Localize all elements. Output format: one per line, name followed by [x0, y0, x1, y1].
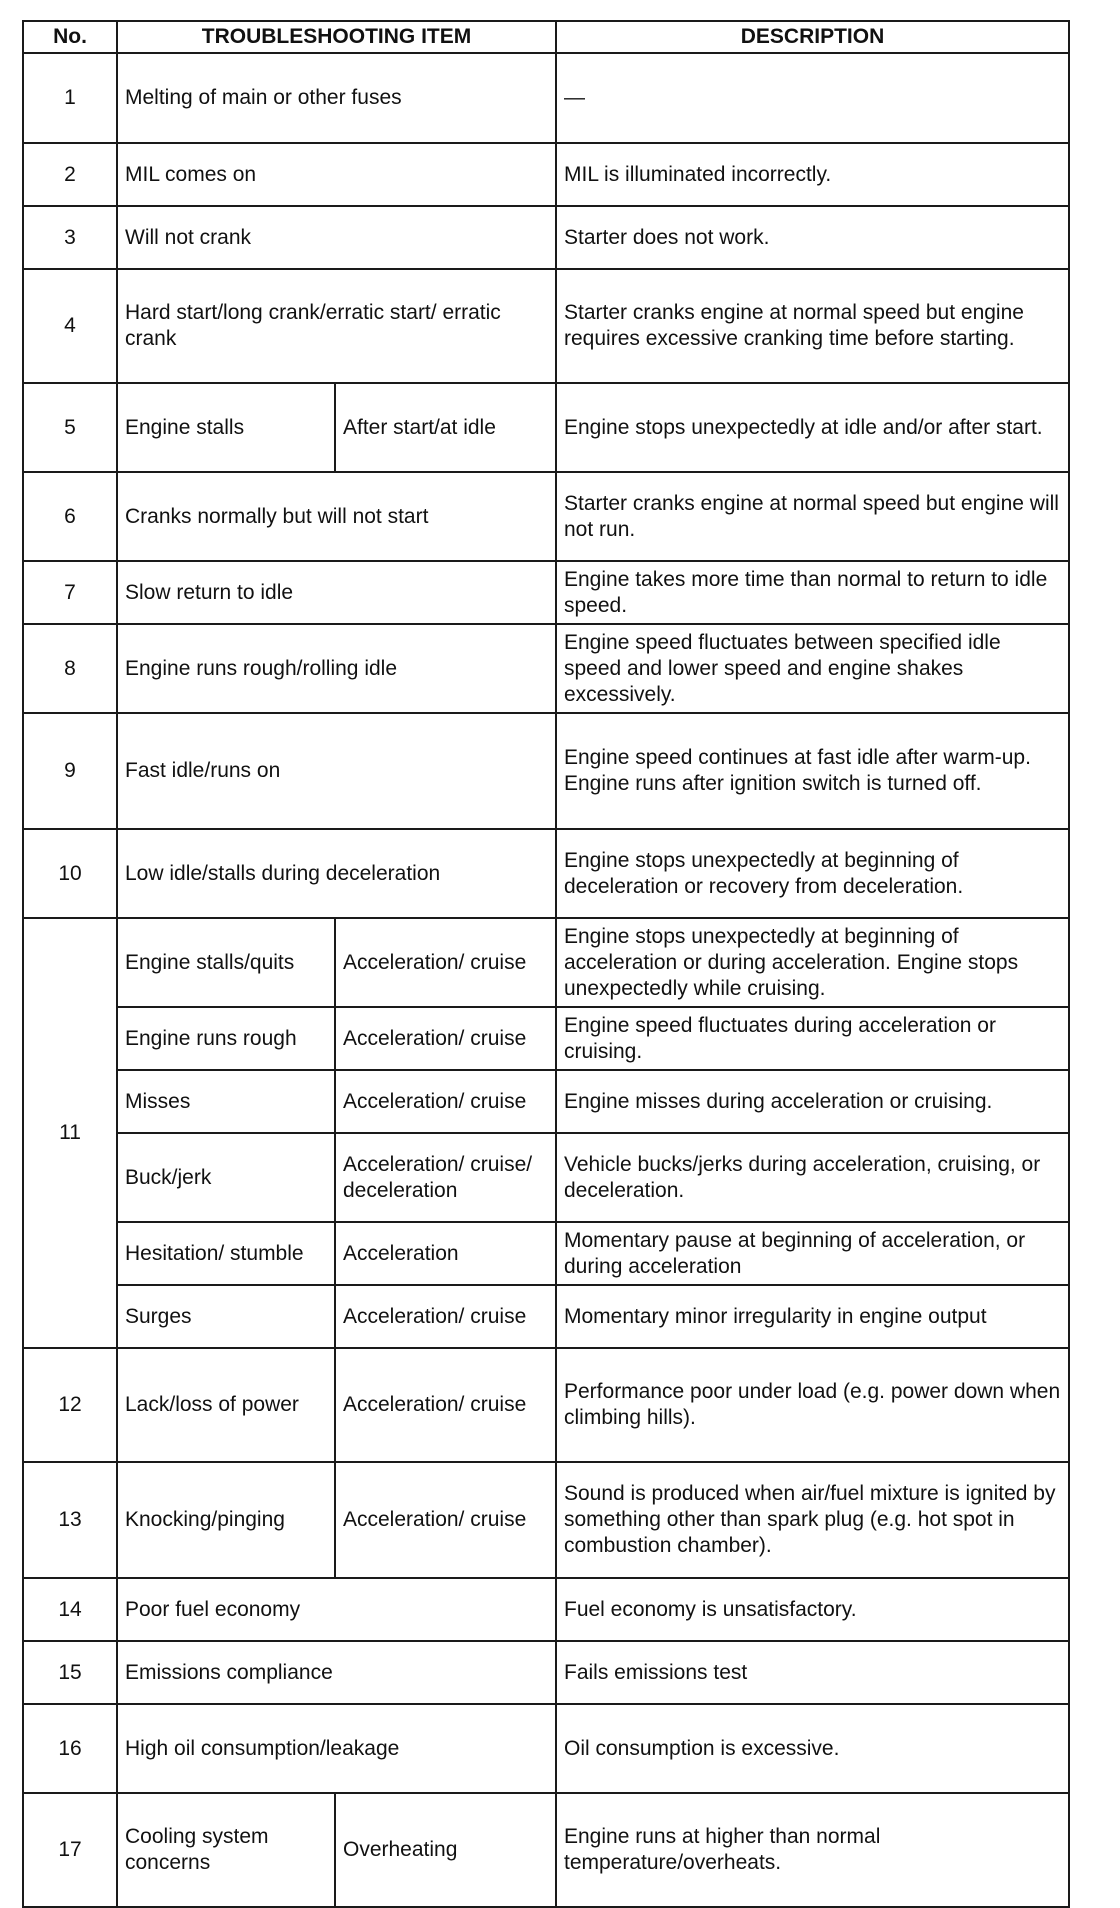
table-row	[23, 472, 1069, 561]
table-row	[23, 1007, 1069, 1070]
desc-cell: Fuel economy is unsatisfactory.	[556, 1578, 1069, 1641]
condition-cell: Acceleration/ cruise	[335, 1285, 556, 1348]
item-cell: High oil consumption/leakage	[117, 1704, 556, 1793]
desc-cell: Starter cranks engine at normal speed but engine will not run.	[556, 472, 1069, 561]
item-cell: Engine stalls	[117, 383, 335, 472]
table-row	[23, 1641, 1069, 1704]
row-number: 4	[23, 269, 117, 383]
item-cell: Knocking/pinging	[117, 1462, 335, 1578]
row-number: 2	[23, 143, 117, 206]
header-description: DESCRIPTION	[556, 21, 1069, 53]
condition-cell: After start/at idle	[335, 383, 556, 472]
header-no: No.	[23, 21, 117, 53]
item-cell: Fast idle/runs on	[117, 713, 556, 829]
item-cell: Poor fuel economy	[117, 1578, 556, 1641]
table-row	[23, 561, 1069, 624]
row-number: 14	[23, 1578, 117, 1641]
table-row	[23, 269, 1069, 383]
desc-cell: Starter cranks engine at normal speed but engine requires excessive cranking time before starting.	[556, 269, 1069, 383]
desc-cell: Starter does not work.	[556, 206, 1069, 269]
item-cell: Lack/loss of power	[117, 1348, 335, 1462]
item-cell: MIL comes on	[117, 143, 556, 206]
desc-cell: Fails emissions test	[556, 1641, 1069, 1704]
desc-cell: Engine misses during acceleration or cruising.	[556, 1070, 1069, 1133]
desc-cell: Oil consumption is excessive.	[556, 1704, 1069, 1793]
table-row	[23, 1348, 1069, 1462]
table-row	[23, 1704, 1069, 1793]
item-cell: Misses	[117, 1070, 335, 1133]
row-number: 12	[23, 1348, 117, 1462]
item-cell: Melting of main or other fuses	[117, 53, 556, 143]
desc-cell: Sound is produced when air/fuel mixture is ignited by something other than spark plug (e.g. hot spot in combustion chamber).	[556, 1462, 1069, 1578]
item-cell: Engine runs rough	[117, 1007, 335, 1070]
desc-cell: Engine speed continues at fast idle after warm-up. Engine runs after ignition switch is turned off.	[556, 713, 1069, 829]
desc-cell: Engine speed fluctuates during acceleration or cruising.	[556, 1007, 1069, 1070]
row-number: 8	[23, 624, 117, 713]
desc-cell: —	[556, 53, 1069, 143]
troubleshooting-table	[22, 20, 1070, 1908]
desc-cell: Momentary pause at beginning of acceleration, or during acceleration	[556, 1222, 1069, 1285]
item-cell: Surges	[117, 1285, 335, 1348]
desc-cell: Engine runs at higher than normal temperature/overheats.	[556, 1793, 1069, 1907]
row-number: 3	[23, 206, 117, 269]
item-cell: Cranks normally but will not start	[117, 472, 556, 561]
table-row	[23, 143, 1069, 206]
condition-cell: Acceleration/ cruise	[335, 1462, 556, 1578]
desc-cell: Performance poor under load (e.g. power down when climbing hills).	[556, 1348, 1069, 1462]
condition-cell: Acceleration/ cruise/ deceleration	[335, 1133, 556, 1222]
table-row	[23, 1285, 1069, 1348]
desc-cell: Engine speed fluctuates between specified idle speed and lower speed and engine shakes excessively.	[556, 624, 1069, 713]
table-row	[23, 53, 1069, 143]
table-row	[23, 918, 1069, 1007]
item-cell: Engine stalls/quits	[117, 918, 335, 1007]
condition-cell: Acceleration/ cruise	[335, 1070, 556, 1133]
desc-cell: Engine stops unexpectedly at idle and/or after start.	[556, 383, 1069, 472]
desc-cell: Engine stops unexpectedly at beginning of acceleration or during acceleration. Engine stops unexpectedly while cruising.	[556, 918, 1069, 1007]
row-number: 17	[23, 1793, 117, 1907]
table-row	[23, 1070, 1069, 1133]
row-number: 15	[23, 1641, 117, 1704]
condition-cell: Overheating	[335, 1793, 556, 1907]
table-row	[23, 1793, 1069, 1907]
condition-cell: Acceleration/ cruise	[335, 918, 556, 1007]
desc-cell: MIL is illuminated incorrectly.	[556, 143, 1069, 206]
table-row	[23, 713, 1069, 829]
header-item: TROUBLESHOOTING ITEM	[117, 21, 556, 53]
table-row	[23, 1222, 1069, 1285]
condition-cell: Acceleration/ cruise	[335, 1348, 556, 1462]
row-number: 13	[23, 1462, 117, 1578]
item-cell: Low idle/stalls during deceleration	[117, 829, 556, 918]
row-number: 7	[23, 561, 117, 624]
row-number: 5	[23, 383, 117, 472]
item-cell: Hard start/long crank/erratic start/ erratic crank	[117, 269, 556, 383]
row-number: 11	[23, 918, 117, 1348]
condition-cell: Acceleration/ cruise	[335, 1007, 556, 1070]
row-number: 1	[23, 53, 117, 143]
item-cell: Emissions compliance	[117, 1641, 556, 1704]
item-cell: Cooling system concerns	[117, 1793, 335, 1907]
desc-cell: Engine stops unexpectedly at beginning of deceleration or recovery from deceleration.	[556, 829, 1069, 918]
table-row	[23, 383, 1069, 472]
table-row	[23, 206, 1069, 269]
table-row	[23, 829, 1069, 918]
desc-cell: Vehicle bucks/jerks during acceleration, cruising, or deceleration.	[556, 1133, 1069, 1222]
table-row	[23, 624, 1069, 713]
item-cell: Buck/jerk	[117, 1133, 335, 1222]
item-cell: Engine runs rough/rolling idle	[117, 624, 556, 713]
row-number: 16	[23, 1704, 117, 1793]
condition-cell: Acceleration	[335, 1222, 556, 1285]
table-row	[23, 1462, 1069, 1578]
item-cell: Will not crank	[117, 206, 556, 269]
item-cell: Hesitation/ stumble	[117, 1222, 335, 1285]
table-row	[23, 1578, 1069, 1641]
row-number: 9	[23, 713, 117, 829]
desc-cell: Engine takes more time than normal to return to idle speed.	[556, 561, 1069, 624]
row-number: 10	[23, 829, 117, 918]
header-row	[23, 21, 1069, 53]
table-row	[23, 1133, 1069, 1222]
item-cell: Slow return to idle	[117, 561, 556, 624]
desc-cell: Momentary minor irregularity in engine output	[556, 1285, 1069, 1348]
row-number: 6	[23, 472, 117, 561]
